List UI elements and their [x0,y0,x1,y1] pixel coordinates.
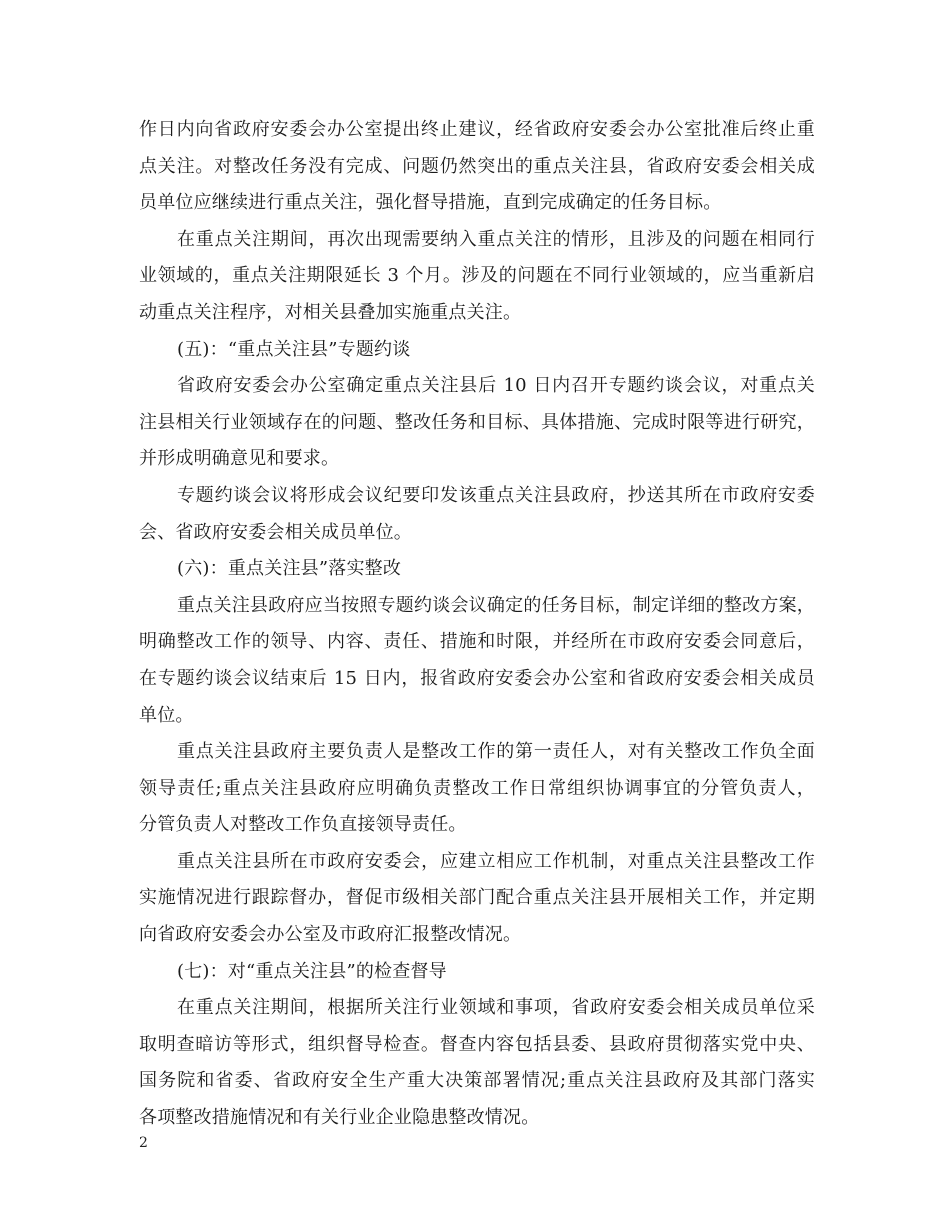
paragraph [139,734,815,844]
paragraph [139,112,815,222]
text-line: 员单位应继续进行重点关注，强化督导措施，直到完成确定的任务目标。 [139,192,722,214]
text-line: 并形成明确意见和要求。 [139,448,340,470]
section-heading [139,954,815,991]
text-line: 省政府安委会办公室确定重点关注县后 10 日内召开专题约谈会议，对重点关 [177,375,815,397]
section-heading [139,551,815,588]
text-line: 各项整改措施情况和有关行业企业隐患整改情况。 [139,1107,540,1129]
text-line: (七)：对“重点关注县”的检查督导 [177,960,447,982]
text-line: 在重点关注期间，根据所关注行业领域和事项，省政府安委会相关成员单位采 [177,997,815,1019]
text-line: 单位。 [139,704,194,726]
paragraph [139,368,815,478]
text-line: 明确整改工作的领导、内容、责任、措施和时限，并经所在市政府安委会同意后， [139,631,815,653]
text-line: 注县相关行业领域存在的问题、整改任务和目标、具体措施、完成时限等进行研究， [139,411,815,433]
page-number: 2 [139,1135,148,1151]
text-line: 会、省政府安委会相关成员单位。 [139,521,412,543]
text-line: (五)：“重点关注县”专题约谈 [177,338,411,360]
document-body [139,112,815,1137]
paragraph [139,222,815,332]
text-line: 领导责任;重点关注县政府应明确负责整改工作日常组织协调事宜的分管负责人， [139,777,815,799]
text-line: 在专题约谈会议结束后 15 日内，报省政府安委会办公室和省政府安委会相关成员 [139,667,815,689]
text-line: 向省政府安委会办公室及市政府汇报整改情况。 [139,924,522,946]
paragraph [139,588,815,734]
text-line: 作日内向省政府安委会办公室提出终止建议，经省政府安委会办公室批准后终止重 [139,119,815,140]
text-line: 专题约谈会议将形成会议纪要印发该重点关注县政府，抄送其所在市政府安委 [177,484,815,506]
text-line: 业领域的，重点关注期限延长 3 个月。涉及的问题在不同行业领域的，应当重新启 [139,265,815,287]
text-line: 重点关注县政府应当按照专题约谈会议确定的任务目标，制定详细的整改方案， [177,594,815,616]
section-heading [139,332,815,369]
text-line: 国务院和省委、省政府安全生产重大决策部署情况;重点关注县政府及其部门落实 [139,1070,815,1092]
text-line: 重点关注县所在市政府安委会，应建立相应工作机制，对重点关注县整改工作 [177,850,815,872]
paragraph [139,478,815,551]
text-line: 实施情况进行跟踪督办，督促市级相关部门配合重点关注县开展相关工作，并定期 [139,887,815,909]
text-line: 取明查暗访等形式，组织督导检查。督查内容包括县委、县政府贯彻落实党中央、 [139,1033,815,1055]
text-line: 在重点关注期间，再次出现需要纳入重点关注的情形，且涉及的问题在相同行 [177,228,815,250]
text-line: 点关注。对整改任务没有完成、问题仍然突出的重点关注县，省政府安委会相关成 [139,155,815,177]
text-line: 分管负责人对整改工作负直接领导责任。 [139,814,467,836]
text-line: 动重点关注程序，对相关县叠加实施重点关注。 [139,301,522,323]
paragraph [139,990,815,1136]
text-line: 重点关注县政府主要负责人是整改工作的第一责任人，对有关整改工作负全面 [177,741,815,763]
paragraph [139,844,815,954]
text-line: (六)：重点关注县”落实整改 [177,558,402,580]
